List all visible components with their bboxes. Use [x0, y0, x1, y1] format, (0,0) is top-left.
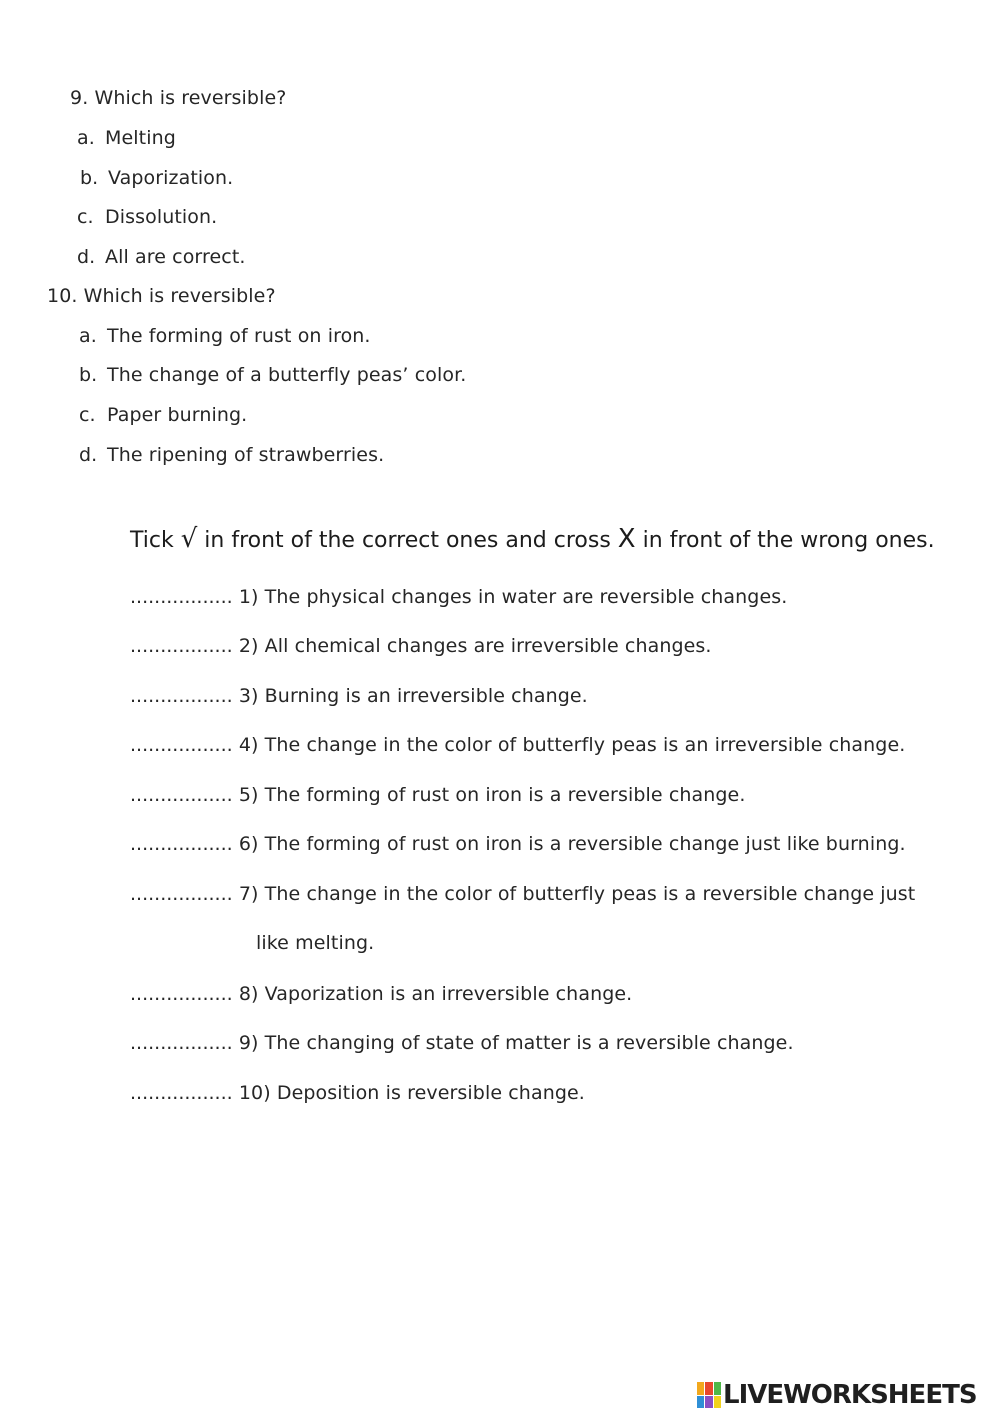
statement-9	[130, 1031, 794, 1055]
statement-5	[130, 783, 745, 807]
option-letter: c.	[79, 404, 96, 426]
cross-mark: X	[617, 524, 636, 554]
statement-7-continuation: like melting.	[256, 932, 375, 954]
statement-8	[130, 982, 632, 1006]
answer-blank[interactable]: .................	[130, 883, 233, 905]
question-10: 10. Which is reversible?	[47, 285, 276, 307]
statement-6	[130, 832, 906, 856]
option-text: All are correct.	[105, 246, 246, 268]
q9-option-a[interactable]	[77, 126, 176, 150]
option-letter: d.	[79, 444, 98, 466]
answer-blank[interactable]: .................	[130, 833, 233, 855]
statement-7	[130, 882, 915, 906]
logo-grid-icon	[697, 1382, 721, 1408]
answer-blank[interactable]: .................	[130, 1082, 233, 1104]
answer-blank[interactable]: .................	[130, 1032, 233, 1054]
statement-3	[130, 684, 588, 708]
tick-mark: √	[180, 524, 198, 554]
option-text: Dissolution.	[105, 206, 218, 228]
statement-text: 7) The change in the color of butterfly peas is a reversible change just	[238, 883, 916, 905]
option-letter: b.	[79, 364, 98, 386]
logo-cell	[697, 1396, 704, 1409]
option-letter: b.	[80, 167, 99, 189]
liveworksheets-logo	[697, 1378, 977, 1412]
q10-option-c[interactable]	[79, 403, 247, 427]
answer-blank[interactable]: .................	[130, 635, 233, 657]
option-text: Vaporization.	[108, 167, 234, 189]
instruction-part1: Tick	[130, 528, 181, 553]
answer-blank[interactable]: .................	[130, 784, 233, 806]
q10-option-b[interactable]	[79, 363, 466, 387]
answer-blank[interactable]: .................	[130, 983, 233, 1005]
logo-cell	[714, 1396, 721, 1409]
logo-text: LIVEWORKSHEETS	[723, 1380, 977, 1410]
logo-cell	[714, 1382, 721, 1395]
instruction-part3: in front of the wrong ones.	[635, 528, 935, 553]
q9-option-c[interactable]	[77, 205, 217, 229]
option-letter: a.	[79, 325, 97, 347]
statement-text: 9) The changing of state of matter is a reversible change.	[238, 1032, 794, 1054]
statement-1	[130, 585, 787, 609]
q10-option-a[interactable]	[79, 324, 371, 348]
statement-10	[130, 1081, 585, 1105]
statement-text: 4) The change in the color of butterfly peas is an irreversible change.	[238, 734, 906, 756]
answer-blank[interactable]: .................	[130, 685, 233, 707]
logo-cell	[705, 1396, 712, 1409]
answer-blank[interactable]: .................	[130, 586, 233, 608]
option-letter: c.	[77, 206, 94, 228]
question-9: 9. Which is reversible?	[70, 87, 287, 109]
statement-text: 2) All chemical changes are irreversible changes.	[238, 635, 712, 657]
answer-blank[interactable]: .................	[130, 734, 233, 756]
logo-cell	[697, 1382, 704, 1395]
statement-text: 3) Burning is an irreversible change.	[238, 685, 588, 707]
q10-option-d[interactable]	[79, 443, 384, 467]
option-text: The forming of rust on iron.	[107, 325, 371, 347]
option-letter: a.	[77, 127, 95, 149]
statement-text: 10) Deposition is reversible change.	[238, 1082, 585, 1104]
statement-text: 1) The physical changes in water are reversible changes.	[238, 586, 788, 608]
logo-cell	[705, 1382, 712, 1395]
option-text: The change of a butterfly peas’ color.	[107, 364, 467, 386]
option-text: Melting	[105, 127, 176, 149]
q9-option-b[interactable]	[80, 166, 233, 190]
statement-4	[130, 733, 905, 757]
option-letter: d.	[77, 246, 96, 268]
statement-text: 6) The forming of rust on iron is a reversible change just like burning.	[238, 833, 906, 855]
statement-text: 5) The forming of rust on iron is a reversible change.	[238, 784, 746, 806]
instruction-heading	[130, 524, 935, 556]
instruction-part2: in front of the correct ones and cross	[197, 528, 618, 553]
option-text: Paper burning.	[107, 404, 248, 426]
q9-option-d[interactable]	[77, 245, 246, 269]
option-text: The ripening of strawberries.	[107, 444, 385, 466]
statement-2	[130, 634, 712, 658]
statement-text: 8) Vaporization is an irreversible change.	[238, 983, 633, 1005]
